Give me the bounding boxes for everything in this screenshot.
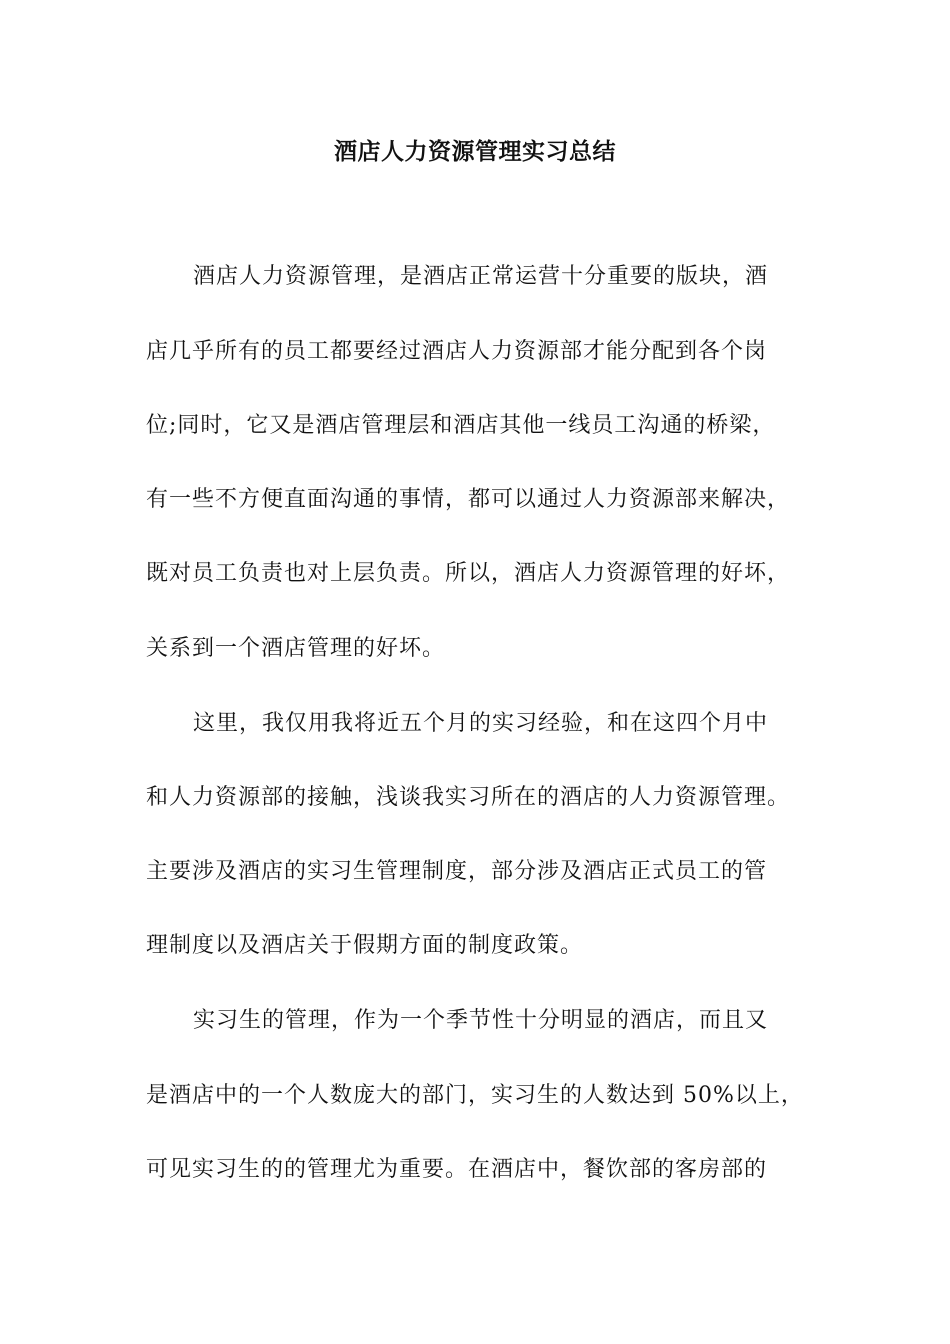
paragraph-1-line-2: 店几乎所有的员工都要经过酒店人力资源部才能分配到各个岗: [146, 339, 768, 364]
document-title: 酒店人力资源管理实习总结: [334, 138, 616, 165]
paragraph-2-line-1: 这里，我仅用我将近五个月的实习经验，和在这四个月中: [193, 711, 769, 736]
paragraph-1-line-5: 既对员工负责也对上层负责。所以，酒店人力资源管理的好坏，: [146, 561, 791, 586]
paragraph-1-line-4: 有一些不方便直面沟通的事情，都可以通过人力资源部来解决，: [146, 487, 791, 512]
paragraph-3-line-1: 实习生的管理，作为一个季节性十分明显的酒店，而且又: [193, 1008, 769, 1033]
paragraph-1-line-6: 关系到一个酒店管理的好坏。: [146, 636, 446, 661]
paragraph-1-line-1: 酒店人力资源管理，是酒店正常运营十分重要的版块，酒: [193, 264, 769, 289]
paragraph-1-line-3: 位;同时，它又是酒店管理层和酒店其他一线员工沟通的桥梁，: [146, 413, 776, 438]
paragraph-2-line-4: 理制度以及酒店关于假期方面的制度政策。: [146, 933, 584, 958]
paragraph-3-line-2: 是酒店中的一个人数庞大的部门，实习生的人数达到 50%以上，: [146, 1083, 804, 1108]
paragraph-2-line-2: 和人力资源部的接触，浅谈我实习所在的酒店的人力资源管理。: [146, 785, 791, 810]
paragraph-2-line-3: 主要涉及酒店的实习生管理制度，部分涉及酒店正式员工的管: [146, 859, 768, 884]
paragraph-3-line-3: 可见实习生的的管理尤为重要。在酒店中，餐饮部的客房部的: [146, 1157, 768, 1182]
